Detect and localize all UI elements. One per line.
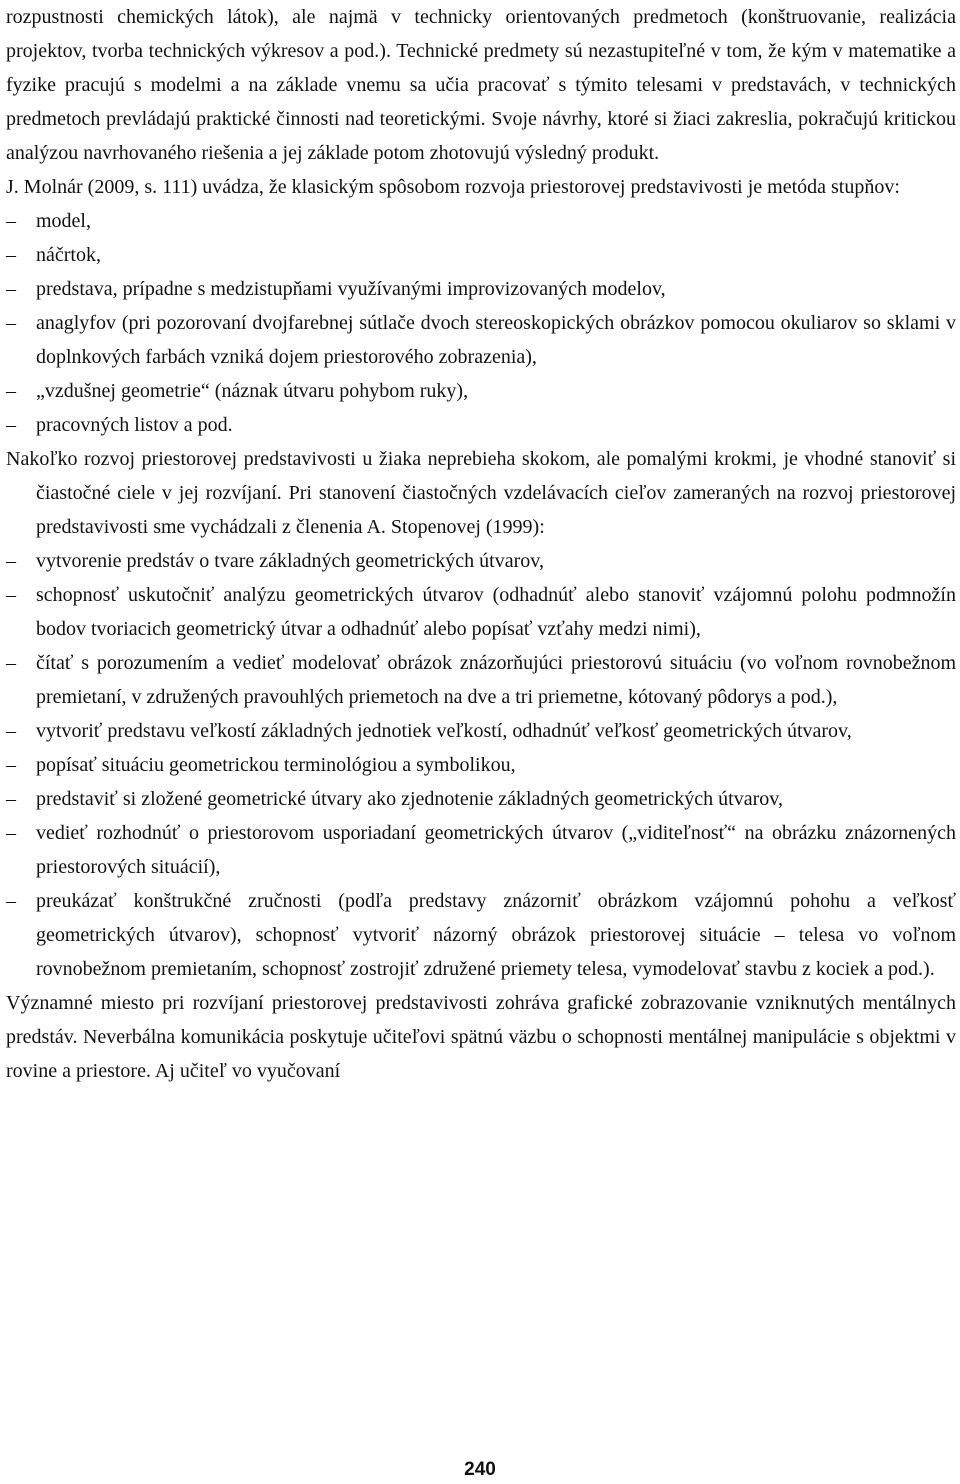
paragraph-molnar: J. Molnár (2009, s. 111) uvádza, že klasickým spôsobom rozvoja priestorovej predstavivosti je metóda stupňov: [6,176,900,198]
list-item: – model, [6,204,956,238]
list-item: – vytvoriť predstavu veľkostí základných jednotiek veľkostí, odhadnúť veľkosť geometrických útvarov, [6,714,956,748]
dash-bullet-icon: – [6,652,16,674]
paragraph-graphic: Významné miesto pri rozvíjaní priestorovej predstavivosti zohráva grafické zobrazovanie vzniknutých mentálnych predstáv. Neverbálna komunikácia poskytuje učiteľovi spätnú väzbu o schopnosti mentálnej manipulácie s objektmi v rovine a priestore. Aj učiteľ vo vyučovaní [6,992,956,1082]
dash-bullet-icon: – [6,380,16,402]
dash-bullet-icon: – [6,414,16,436]
dash-bullet-icon: – [6,788,16,810]
methods-list [6,204,956,442]
list-item: – náčrtok, [6,238,956,272]
dash-bullet-icon: – [6,720,16,742]
paragraph-intro: rozpustnosti chemických látok), ale najmä v technicky orientovaných predmetoch (konštruovanie, realizácia projektov, tvorba technických výkresov a pod.). Technické predmety sú nezastupiteľné v tom, že kým v matematike a fyzike pracujú s modelmi a na základe vnemu sa učia pracovať s týmito telesami v predstavách, v technických predmetoch prevládajú praktické činnosti nad teoretickými. Svoje návrhy, ktoré si žiaci zakreslia, pokračujú kritickou analýzou navrhovaného riešenia a jej základe potom zhotovujú výsledný produkt. [6,6,956,164]
dash-bullet-icon: – [6,210,16,232]
list-item: – preukázať konštrukčné zručnosti (podľa predstavy znázorniť obrázkom vzájomnú pohohu a veľkosť geometrických útvarov), schopnosť vytvoriť názorný obrázok priestorovej situácie – telesa vo voľnom rovnobežnom premietaním, schopnosť zostrojiť združené priemety telesa, vymodelovať stavbu z kociek a pod.). [6,884,956,986]
dash-bullet-icon: – [6,550,16,572]
list-item: – schopnosť uskutočniť analýzu geometrických útvarov (odhadnúť alebo stanoviť vzájomnú polohu podmnožín bodov tvoriacich geometrický útvar a odhadnúť alebo popísať vzťahy medzi nimi), [6,578,956,646]
dash-bullet-icon: – [6,822,16,844]
dash-bullet-icon: – [6,312,16,334]
list-item: – predstava, prípadne s medzistupňami využívanými improvizovaných modelov, [6,272,956,306]
paragraph-stopenova: Nakoľko rozvoj priestorovej predstavivosti u žiaka neprebieha skokom, ale pomalými krokmi, je vhodné stanoviť si čiastočné ciele v jej rozvíjaní. Pri stanovení čiastočných vzdelávacích cieľov zameraných na rozvoj priestorovej predstavivosti sme vychádzali z členenia A. Stopenovej (1999): [6,448,956,538]
list-item: – vytvorenie predstáv o tvare základných geometrických útvarov, [6,544,956,578]
dash-bullet-icon: – [6,754,16,776]
dash-bullet-icon: – [6,278,16,300]
dash-bullet-icon: – [6,584,16,606]
list-item: – „vzdušnej geometrie“ (náznak útvaru pohybom ruky), [6,374,956,408]
page-number: 240 [464,1459,496,1480]
list-item: – popísať situáciu geometrickou terminológiou a symbolikou, [6,748,956,782]
dash-bullet-icon: – [6,890,16,912]
list-item: – pracovných listov a pod. [6,408,956,442]
dash-bullet-icon: – [6,244,16,266]
goals-list [6,544,956,986]
list-item: – vedieť rozhodnúť o priestorovom usporiadaní geometrických útvarov („viditeľnosť“ na obrázku znázornených priestorových situácií), [6,816,956,884]
list-item: – anaglyfov (pri pozorovaní dvojfarebnej sútlače dvoch stereoskopických obrázkov pomocou okuliarov so sklami v doplnkových farbách vzniká dojem priestorového zobrazenia), [6,306,956,374]
list-item: – čítať s porozumením a vedieť modelovať obrázok znázorňujúci priestorovú situáciu (vo voľnom rovnobežnom premietaní, v združených pravouhlých priemetoch na dve a tri priemetne, kótovaný pôdorys a pod.), [6,646,956,714]
list-item: – predstaviť si zložené geometrické útvary ako zjednotenie základných geometrických útvarov, [6,782,956,816]
